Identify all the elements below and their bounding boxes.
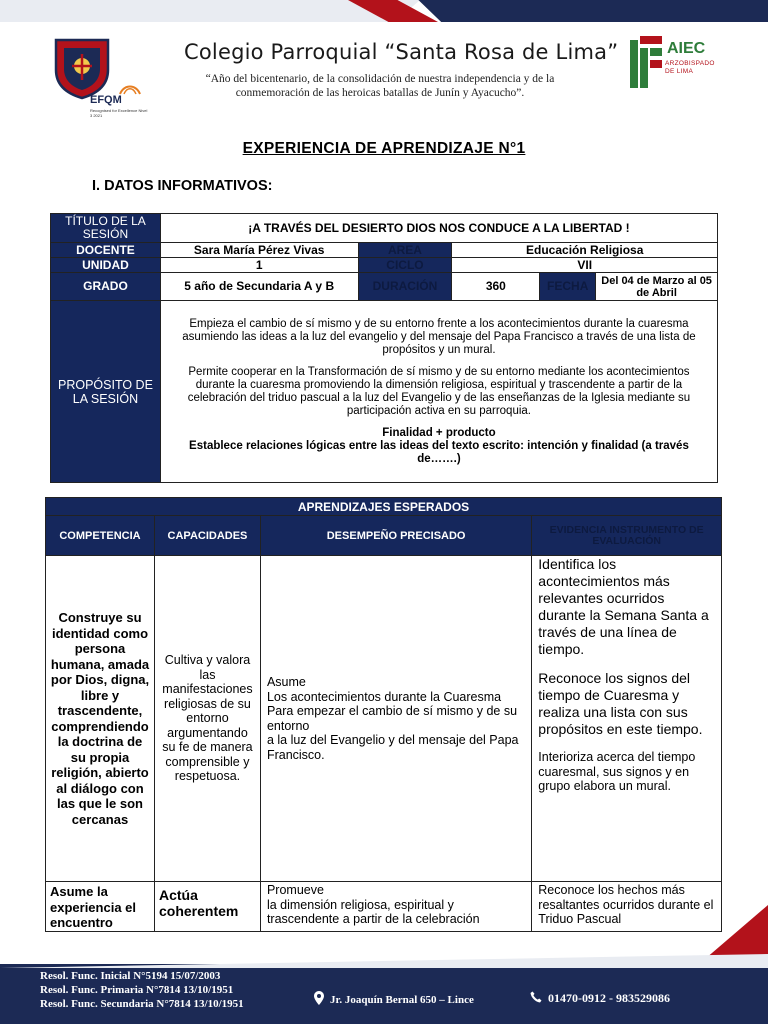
efqm-sub-label: Recognised for Excellence Nivel 3 2021: [90, 108, 148, 118]
finalidad-title: Finalidad + producto: [382, 426, 496, 439]
competencia-cell: Asume la experiencia el encuentro: [46, 882, 155, 932]
datos-informativos-table: [50, 213, 718, 483]
table-row: [51, 214, 718, 243]
proposito-body: [160, 301, 717, 483]
table-row: [51, 301, 718, 483]
desempeno-line: la dimensión religiosa, espiritual y trascendente a partir de la celebración: [266, 897, 480, 926]
evidencia-paragraph-1: Identifica los acontecimientos más relevantes ocurridos durante la Semana Santa a través de una línea de tiempo.: [538, 556, 709, 657]
fecha-label: FECHA: [540, 273, 596, 301]
aiec-sub-label: ARZOBISPADO DE LIMA: [665, 60, 715, 75]
col-header-desempeno: DESEMPEÑO PRECISADO: [260, 516, 531, 556]
capacidad-cell: Actúa coherentem: [154, 882, 260, 932]
efqm-label: EFQM: [90, 94, 122, 106]
fecha-value: Del 04 de Marzo al 05 de Abril: [596, 273, 718, 301]
section-heading: I. DATOS INFORMATIVOS:: [92, 178, 273, 194]
desempeno-line: Asume: [266, 675, 306, 689]
year-motto: “Año del bicentenario, de la consolidación de nuestra independencia y de la conmemoración de las heroicas batallas de Junín y Ayacucho”.: [205, 73, 555, 99]
evidencia-cell: Reconoce los hechos más resaltantes ocurridos durante el Triduo Pascual: [532, 882, 722, 932]
table-row: [51, 273, 718, 301]
titulo-label: TÍTULO DE LA SESIÓN: [51, 214, 161, 243]
aprendizajes-band: APRENDIZAJES ESPERADOS: [46, 498, 722, 516]
footer-grey-accent: [0, 954, 768, 968]
capacidad-cell: Cultiva y valora las manifestaciones religiosas de su entorno argumentando su fe de manera comprensible y respetuosa.: [154, 556, 260, 882]
desempeno-line: a la luz del Evangelio y del mensaje del Papa Francisco.: [266, 733, 519, 762]
document-title: EXPERIENCIA DE APRENDIZAJE N°1: [242, 140, 526, 157]
titulo-value: ¡A TRAVÉS DEL DESIERTO DIOS NOS CONDUCE A LA LIBERTAD !: [160, 214, 717, 243]
docente-value: Sara María Pérez Vivas: [160, 243, 358, 258]
proposito-paragraph-2: Permite cooperar en la Transformación de sí mismo y de su entorno mediante los acontecimientos durante la cuaresma promoviendo la dimensión religiosa, espiritual y trascendente a partir de la celebración del triduo pascual a la luz del Evangelio y de las enseñanzas de la Iglesia mediante su participación activa en su parroquia.: [187, 365, 691, 417]
evidencia-paragraph-2: Reconoce los signos del tiempo de Cuaresma y realiza una lista con sus propósitos en este tiempo.: [538, 670, 703, 737]
duracion-label: DURACIÓN: [358, 273, 452, 301]
table-row: [46, 882, 722, 932]
top-decorative-band: [0, 0, 768, 22]
footer-address: [314, 991, 474, 1006]
resolution-primaria: Resol. Func. Primaria N°7814 13/10/1951: [40, 984, 234, 996]
desempeno-line: Promueve: [266, 883, 324, 897]
college-title: Colegio Parroquial “Santa Rosa de Lima”: [184, 40, 619, 64]
resolutions-block: [40, 969, 244, 1011]
docente-label: DOCENTE: [51, 243, 161, 258]
phone-text: 01470-0912 - 983529086: [548, 991, 670, 1005]
resolution-inicial: Resol. Func. Inicial N°5194 15/07/2003: [40, 970, 221, 982]
address-text: Jr. Joaquín Bernal 650 – Lince: [330, 994, 474, 1006]
col-header-evidencia: EVIDENCIA INSTRUMENTO DE EVALUACIÓN: [532, 516, 722, 556]
evidencia-paragraph-3: Interioriza acerca del tiempo cuaresmal, sus signos y en grupo elabora un mural.: [538, 750, 696, 793]
evidencia-cell: [532, 556, 722, 882]
efqm-badge: [90, 82, 150, 118]
proposito-label: PROPÓSITO DE LA SESIÓN: [51, 301, 161, 483]
finalidad-text: Establece relaciones lógicas entre las ideas del texto escrito: intención y finalidad (a través de…….): [189, 439, 689, 465]
col-header-capacidades: CAPACIDADES: [154, 516, 260, 556]
desempeno-line: Los acontecimientos durante la Cuaresma: [266, 689, 502, 704]
unidad-value: 1: [160, 258, 358, 273]
desempeno-cell: [260, 556, 531, 882]
area-value: Educación Religiosa: [452, 243, 718, 258]
location-pin-icon: [314, 991, 324, 1005]
col-header-competencia: COMPETENCIA: [46, 516, 155, 556]
grado-label: GRADO: [51, 273, 161, 301]
duracion-value: 360: [452, 273, 540, 301]
table-row: [51, 258, 718, 273]
footer-phone: [530, 991, 670, 1006]
area-label: AREA: [358, 243, 452, 258]
ciclo-label: CICLO: [358, 258, 452, 273]
unidad-label: UNIDAD: [51, 258, 161, 273]
aprendizajes-table: [45, 497, 722, 932]
table-row: [46, 516, 722, 556]
phone-icon: [530, 991, 542, 1003]
aiec-label: AIEC: [667, 40, 706, 57]
grado-value: 5 año de Secundaria A y B: [160, 273, 358, 301]
table-row: [46, 556, 722, 882]
competencia-cell: Construye su identidad como persona humana, amada por Dios, digna, libre y trascendente, comprendiendo la doctrina de su propia religión, abierto al diálogo con las que le son cercanas: [46, 556, 155, 882]
ciclo-value: VII: [452, 258, 718, 273]
table-row: [46, 498, 722, 516]
proposito-paragraph-1: Empieza el cambio de sí mismo y de su entorno frente a los acontecimientos durante la cuaresma asumiendo las ideas a la luz del evangelio y del mensaje del Papa Francisco a través de una lista de propósitos y un mural.: [182, 317, 696, 356]
band-navy-stripe: [388, 0, 768, 22]
desempeno-cell: [260, 882, 531, 932]
table-row: [51, 243, 718, 258]
desempeno-line: Para empezar el cambio de sí mismo y de su entorno: [266, 704, 518, 733]
resolution-secundaria: Resol. Func. Secundaria N°7814 13/10/1951: [40, 998, 244, 1010]
